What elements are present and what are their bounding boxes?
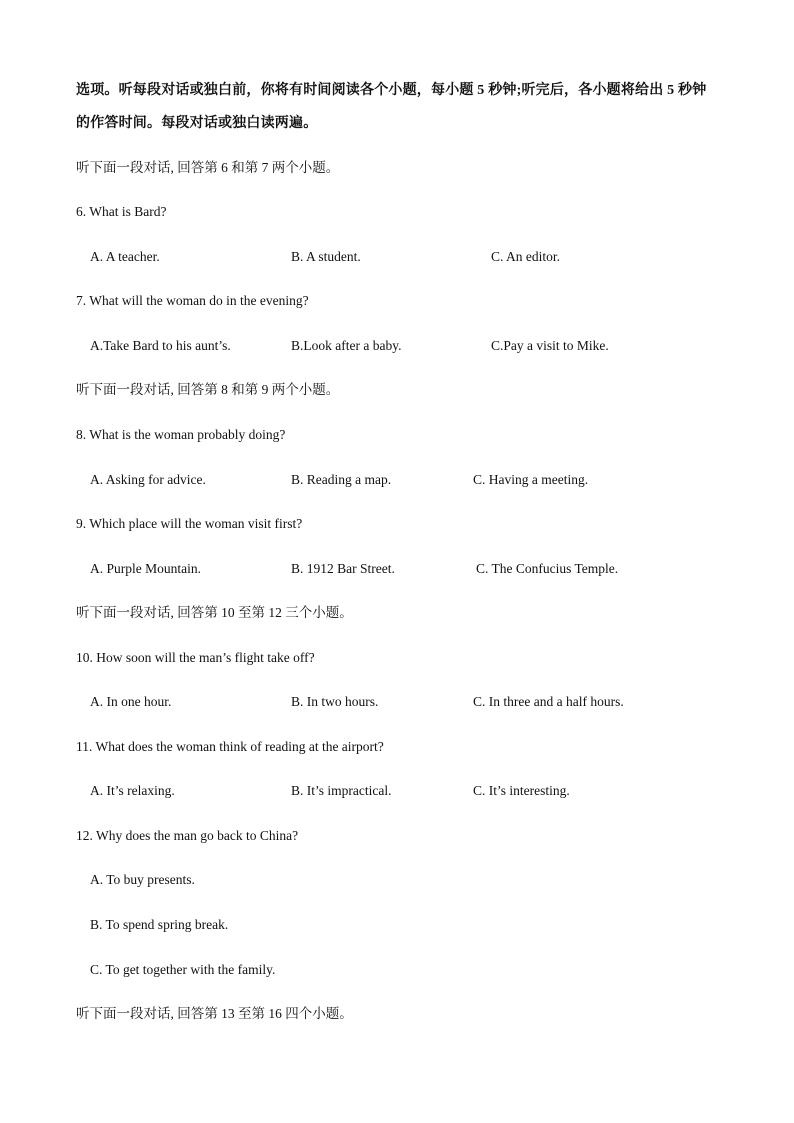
option-b: B.Look after a baby. (291, 338, 402, 353)
question-stem: 9. Which place will the woman visit first? (76, 516, 303, 531)
option-c: C. Having a meeting. (473, 472, 589, 487)
question-stem: 12. Why does the man go back to China? (76, 828, 299, 843)
section-heading: 听下面一段对话, 回答第 13 至第 16 四个小题。 (76, 1006, 353, 1021)
instructions-line-1: 选项。听每段对话或独白前，你将有时间阅读各个小题，每小题 5 秒钟;听完后，各小题将给出 5 秒钟 (76, 83, 707, 98)
option-c: C. It’s interesting. (473, 783, 570, 798)
option-c: C. The Confucius Temple. (476, 561, 619, 576)
option-b: B. It’s impractical. (291, 783, 392, 798)
instructions-line-2: 的作答时间。每段对话或独白读两遍。 (76, 116, 318, 131)
option-c: C. An editor. (491, 249, 561, 264)
option-a: A. To buy presents. (90, 872, 195, 887)
option-a: A. A teacher. (90, 249, 160, 264)
section-heading: 听下面一段对话, 回答第 6 和第 7 两个小题。 (76, 160, 340, 175)
section-heading: 听下面一段对话, 回答第 10 至第 12 三个小题。 (76, 605, 353, 620)
question-stem: 10. How soon will the man’s flight take off? (76, 650, 315, 665)
option-a: A. It’s relaxing. (90, 783, 175, 798)
option-a: A.Take Bard to his aunt’s. (90, 338, 231, 353)
option-c: C.Pay a visit to Mike. (491, 338, 609, 353)
option-a: A. Purple Mountain. (90, 561, 201, 576)
question-stem: 6. What is Bard? (76, 204, 167, 219)
option-b: B. A student. (291, 249, 361, 264)
option-b: B. Reading a map. (291, 472, 392, 487)
section-heading: 听下面一段对话, 回答第 8 和第 9 两个小题。 (76, 382, 340, 397)
option-c: C. In three and a half hours. (473, 694, 624, 709)
option-c: C. To get together with the family. (90, 962, 276, 977)
option-b: B. 1912 Bar Street. (291, 561, 395, 576)
option-a: A. Asking for advice. (90, 472, 206, 487)
question-stem: 8. What is the woman probably doing? (76, 427, 286, 442)
question-stem: 11. What does the woman think of reading at the airport? (76, 739, 384, 754)
option-b: B. In two hours. (291, 694, 379, 709)
option-b: B. To spend spring break. (90, 917, 229, 932)
question-stem: 7. What will the woman do in the evening? (76, 293, 309, 308)
option-a: A. In one hour. (90, 694, 172, 709)
